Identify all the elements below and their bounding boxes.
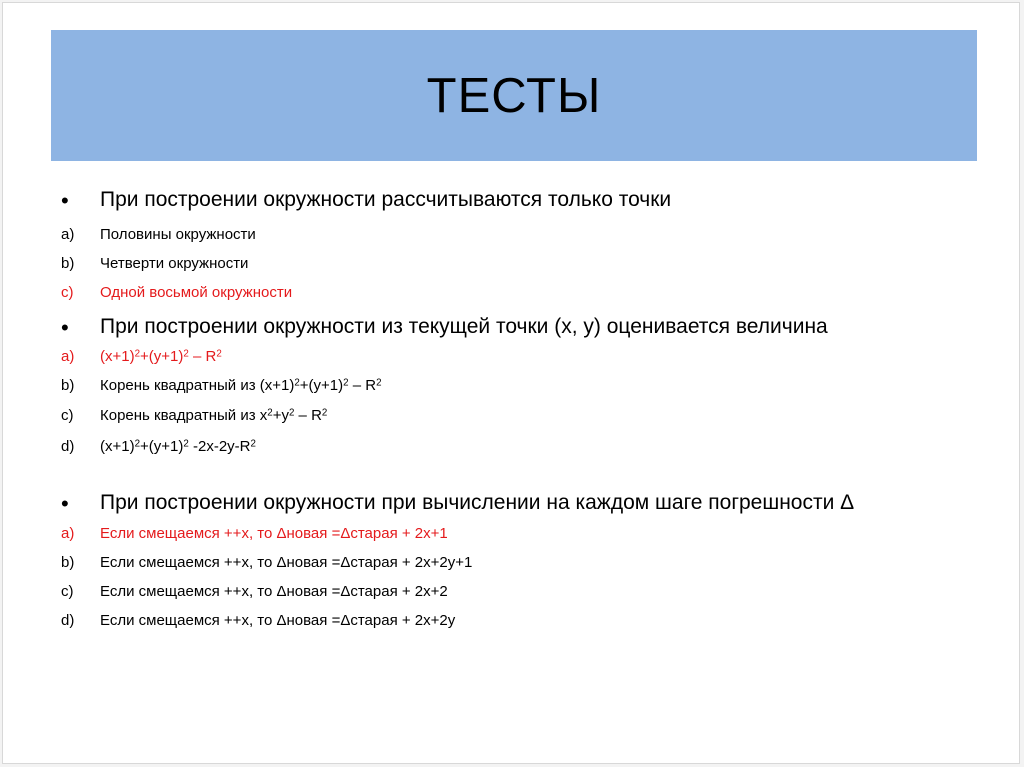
option-marker: a) <box>61 348 75 365</box>
option-formula: Корень квадратный из $(x+1)^2+(y+1)^2 - R^2$ <box>100 377 382 394</box>
option-marker: b) <box>61 255 75 272</box>
option-marker: c) <box>61 284 74 301</box>
option-text: Одной восьмой окружности <box>100 284 293 301</box>
option-formula: Корень квадратный из $x^2+y^2 - R^2$ <box>100 407 328 424</box>
option-marker: d) <box>61 438 75 455</box>
option-marker: b) <box>61 554 75 571</box>
option-marker: a) <box>61 226 75 243</box>
option-text: Половины окружности <box>100 226 256 243</box>
question-text: При построении окружности при вычислении на каждом шаге погрешности Δ <box>100 491 855 514</box>
slide-title: ТЕСТЫ <box>426 68 602 123</box>
option-text: Если смещаемся ++x, то Δновая =Δстарая + 2x+2y <box>100 612 456 629</box>
slide-content <box>3 3 1019 763</box>
option-text: Четверти окружности <box>100 255 249 272</box>
question-text: При построении окружности рассчитываются только точки <box>100 188 672 211</box>
bullet-icon: • <box>61 188 69 213</box>
bullet-icon: • <box>61 491 69 516</box>
option-text: Если смещаемся ++x, то Δновая =Δстарая + 2x+2 <box>100 583 448 600</box>
option-text: Если смещаемся ++x, то Δновая =Δстарая + 2x+2y+1 <box>100 554 473 571</box>
option-formula: $(x+1)^2+(y+1)^2$ $-2x-2y-R^2$ <box>100 438 256 455</box>
option-marker: c) <box>61 407 74 424</box>
option-formula: $(x+1)^2+(y+1)^2 - R^2$ <box>100 348 222 365</box>
option-text: Если смещаемся ++x, то Δновая =Δстарая + 2x+1 <box>100 525 448 542</box>
slide <box>2 2 1020 764</box>
option-marker: c) <box>61 583 74 600</box>
option-marker: d) <box>61 612 75 629</box>
bullet-icon: • <box>61 315 69 340</box>
question-text: При построении окружности из текущей точки (x, y) оценивается величина <box>100 315 828 338</box>
option-marker: a) <box>61 525 75 542</box>
option-marker: b) <box>61 377 75 394</box>
